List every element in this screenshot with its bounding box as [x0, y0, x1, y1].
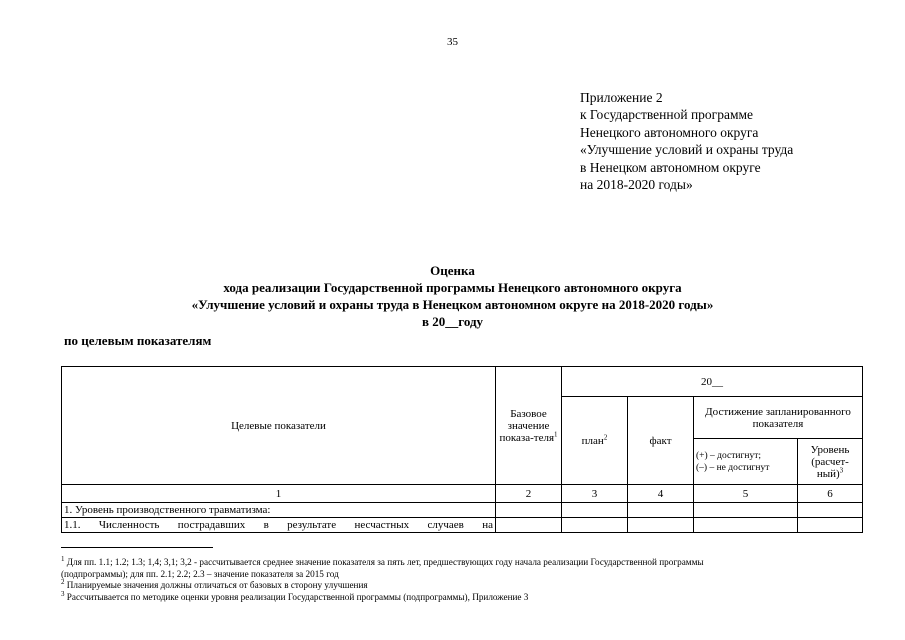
achieved-legend-minus: (–) – не достигнут: [696, 462, 770, 473]
column-number: 6: [798, 485, 863, 503]
footnote-text: Для пп. 1.1; 1.2; 1.3; 1,4; 3,1; 3,2 - рассчитывается среднее значение показателя за пять лет, предшествующих году начала реализации Государственной программы: [66, 557, 704, 567]
page-number: 35: [447, 36, 458, 48]
appendix-line: в Ненецком автономном округе: [580, 159, 761, 175]
footnote-text: Планируемые значения должны отличаться от базовых в сторону улучшения: [66, 580, 368, 591]
footnote-3: [61, 589, 851, 604]
footnote-marker: 3: [61, 589, 65, 598]
appendix-line: на 2018-2020 годы»: [580, 177, 693, 193]
footnote-text: Рассчитывается по методике оценки уровня реализации Государственной программы (подпрограммы), Приложение 3: [66, 591, 529, 602]
column-number: 4: [628, 485, 694, 503]
footnote-ref: 3: [839, 465, 844, 474]
header-achieved-flag: [694, 439, 798, 485]
footnotes: [61, 554, 851, 603]
title-line: в 20__году: [421, 314, 484, 329]
header-base-value-label: Базовое значение показа-теля: [499, 407, 555, 444]
title-line: хода реализации Государственной программы Ненецкого автономного округа: [223, 280, 682, 295]
column-number: 3: [562, 485, 628, 503]
column-number: 1: [62, 485, 496, 503]
header-year: 20__: [562, 367, 863, 397]
indicator-cell: 1.1. Численность пострадавших в результате несчастных случаев на: [62, 518, 496, 533]
appendix-line: Приложение 2: [580, 90, 663, 105]
achieved-legend-plus: (+) – достигнут;: [696, 450, 761, 461]
footnote-ref: 2: [603, 432, 608, 441]
appendix-line: к Государственной программе: [580, 107, 754, 123]
title-line: Оценка: [430, 263, 475, 278]
footnote-2: [61, 580, 851, 592]
footnote-marker: 2: [61, 578, 65, 587]
value-cell: [562, 518, 628, 533]
value-cell: [694, 518, 798, 533]
indicators-table: [61, 366, 863, 533]
footnote-marker: 1: [61, 554, 65, 563]
document-title: [0, 262, 905, 330]
value-cell: [496, 518, 562, 533]
header-plan-label: план: [581, 434, 604, 447]
header-base-value: [496, 367, 562, 485]
column-number: 5: [694, 485, 798, 503]
header-level-label: Уровень (расчет-ный): [810, 443, 850, 480]
footnote-ref: 1: [554, 429, 558, 438]
header-indicators: Целевые показатели: [62, 367, 496, 485]
appendix-reference: [580, 89, 793, 193]
title-line: «Улучшение условий и охраны труда в Ненецком автономном округе на 2018-2020 годы»: [191, 297, 714, 312]
header-fact: факт: [628, 397, 694, 485]
table-row: [62, 518, 863, 533]
value-cell: [628, 503, 694, 518]
appendix-line: «Улучшение условий и охраны труда: [580, 142, 794, 158]
column-number: 2: [496, 485, 562, 503]
value-cell: [798, 503, 863, 518]
indicator-cell: 1. Уровень производственного травматизма:: [62, 503, 496, 518]
footnote-1: [61, 554, 851, 569]
subtitle-by-indicators: по целевым показателям: [64, 333, 212, 348]
footnote-1-continuation: (подпрограммы); для пп. 2.1; 2.2; 2.3 – значение показателя за 2015 год: [61, 568, 339, 579]
header-level: [798, 439, 863, 485]
footnote-separator: [61, 547, 213, 548]
appendix-line: Ненецкого автономного округа: [580, 124, 759, 140]
header-plan: [562, 397, 628, 485]
value-cell: [798, 518, 863, 533]
value-cell: [694, 503, 798, 518]
header-achievement: Достижение запланированного показателя: [694, 397, 863, 439]
table-row: [62, 503, 863, 518]
value-cell: [628, 518, 694, 533]
value-cell: [496, 503, 562, 518]
value-cell: [562, 503, 628, 518]
